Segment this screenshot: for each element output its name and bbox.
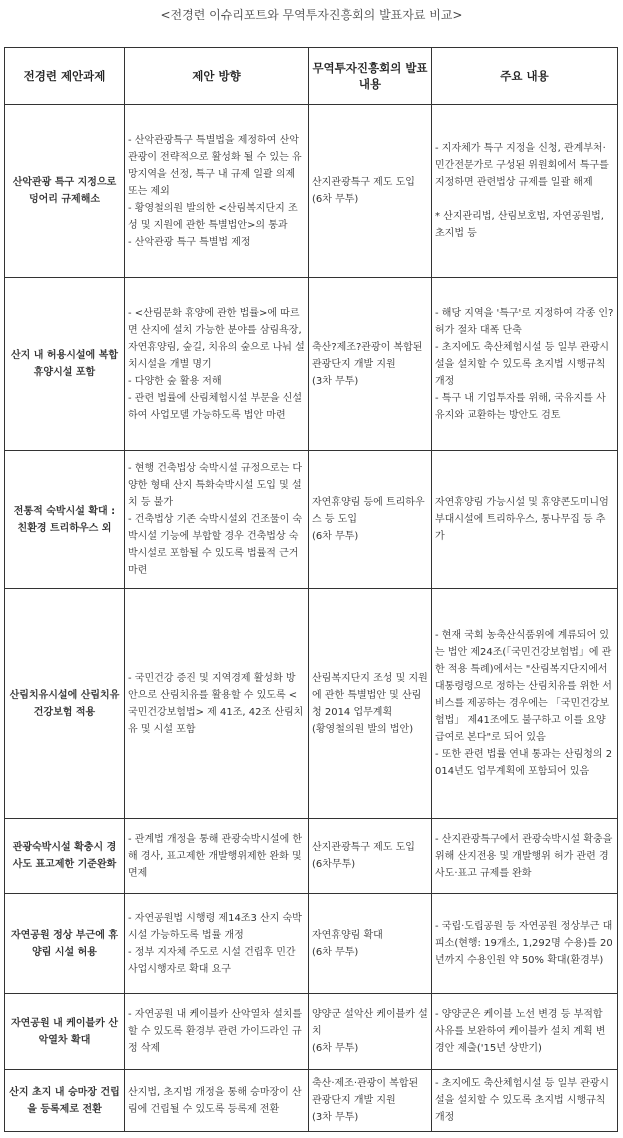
content-line: - 또한 관련 법률 연내 통과는 산림청의 2014년도 업무계획에 포함되어 있음 <box>435 749 613 777</box>
table-header-row <box>5 48 618 105</box>
announcement-session: (6차 무투) <box>312 946 359 958</box>
table-row <box>5 994 618 1070</box>
direction-line: - 자연공원 내 케이블카 산악열차 설치를 할 수 있도록 환경부 관련 가이드라인 규정 삭제 <box>128 1009 303 1054</box>
direction-line: - 산악관광 특구 특별법 제정 <box>128 236 251 248</box>
proposal-task-cell: 관광숙박시설 확충시 경사도 표고제한 기준완화 <box>5 819 125 894</box>
content-line: 자연휴양림 가능시설 및 휴양콘도미니엄 부대시설에 트리하우스, 통나무집 등 추가 <box>435 497 609 542</box>
header-announcement: 무역투자진흥회의 발표내용 <box>309 48 432 105</box>
announcement-line: 산지관광특구 제도 도입 <box>312 177 415 188</box>
table-row <box>5 278 618 451</box>
table-row <box>5 1070 618 1132</box>
proposal-direction-cell <box>125 994 309 1070</box>
direction-line: - 산악관광특구 특별법을 제정하여 산악관광이 전략적으로 활성화 될 수 있는 유망지역을 선정, 특구 내 규제 일괄 의제 또는 제외 <box>128 134 302 197</box>
announcement-cell <box>309 105 432 278</box>
table-row <box>5 819 618 894</box>
content-line: - 초지에도 축산체험시설 등 일부 관광시설을 설치할 수 있도록 초지법 시행규칙 개정 <box>435 1078 610 1123</box>
announcement-cell <box>309 278 432 451</box>
announcement-line: 축산?제조?관광이 복합된 관광단지 개발 지원 <box>312 341 423 370</box>
direction-line: - 관련 법률에 산림체험시설 부문을 신설하여 사업모델 가능하도록 법안 마련 <box>128 392 303 421</box>
announcement-line: 자연휴양림 확대 <box>312 929 383 941</box>
content-line: - 국립·도립공원 등 자연공원 정상부근 대피소(현행: 19개소, 1,292명 수용)를 20년까지 수용인원 약 50% 확대(환경부) <box>435 921 613 966</box>
header-main-content: 주요 내용 <box>432 48 618 105</box>
direction-line: - 현행 건축법상 숙박시설 규정으로는 다양한 형태 산지 특화숙박시설 도입 및 설치 등 불가 <box>128 463 303 508</box>
proposal-direction-cell <box>125 589 309 819</box>
proposal-direction-cell <box>125 451 309 589</box>
announcement-line: 축산·제조·관광이 복합된 관광단지 개발 지원 <box>312 1078 419 1106</box>
content-spacer <box>435 191 614 208</box>
main-content-cell <box>432 589 618 819</box>
announcement-cell <box>309 589 432 819</box>
announcement-cell <box>309 1070 432 1132</box>
main-content-cell <box>432 819 618 894</box>
direction-line: - 다양한 숲 활용 저해 <box>128 375 222 387</box>
main-content-cell <box>432 105 618 278</box>
announcement-session: (3차 무투) <box>312 1112 359 1123</box>
proposal-task-cell: 자연공원 내 케이블카 산악열차 확대 <box>5 994 125 1070</box>
proposal-task-cell: 산지 초지 내 승마장 건립을 등록제로 전환 <box>5 1070 125 1132</box>
content-line: - 산지관광특구에서 관광숙박시설 확충을 위해 산지전용 및 개발행위 허가 관련 경사도·표고 규제를 완화 <box>435 833 613 879</box>
direction-line: - 황영철의원 발의한 <산림복지단지 조성 및 지원에 관한 특별법안>의 통과 <box>128 202 298 231</box>
proposal-direction-cell <box>125 105 309 278</box>
announcement-cell <box>309 451 432 589</box>
header-proposal-direction: 제안 방향 <box>125 48 309 105</box>
direction-line: - 자연공원법 시행령 제14조3 산지 숙박시설 가능하도록 법률 개정 <box>128 912 302 941</box>
content-line: - 특구 내 기업투자를 위해, 국유지를 사유지와 교환하는 방안도 검토 <box>435 392 606 421</box>
main-content-cell <box>432 278 618 451</box>
main-content-cell <box>432 894 618 994</box>
content-line: * 산지관리법, 산림보호법, 자연공원법, 초지법 등 <box>435 211 604 239</box>
proposal-task-cell: 산림치유시설에 산림치유 건강보험 적용 <box>5 589 125 819</box>
direction-line: 산지법, 초지법 개정을 통해 승마장이 산림에 건립될 수 있도록 등록제 전환 <box>128 1086 302 1115</box>
announcement-session: (3차 무투) <box>312 375 359 387</box>
main-content-cell <box>432 994 618 1070</box>
direction-line: - 관계법 개정을 통해 관광숙박시설에 한해 경사, 표고제한 개발행위제한 완화 및 면제 <box>128 833 303 879</box>
announcement-session: (6차무투) <box>312 859 356 870</box>
proposal-task-cell: 산지 내 허용시설에 복합휴양시설 포함 <box>5 278 125 451</box>
announcement-session: (황영철의원 발의 법안) <box>312 723 414 735</box>
main-content-cell <box>432 451 618 589</box>
announcement-session: (6차 무투) <box>312 531 359 542</box>
announcement-cell <box>309 894 432 994</box>
content-line: - 양양군은 케이블 노선 변경 등 부적합 사유를 보완하여 케이블카 설치 계획 변경안 제출('15년 상반기) <box>435 1009 606 1054</box>
direction-line: - 국민건강 증진 및 지역경제 활성화 방안으로 산림치유를 활용할 수 있도록 <국민건강보험법> 제 41조, 42조 산림치유 및 시설 포함 <box>128 672 304 735</box>
table-row <box>5 105 618 278</box>
main-content-cell <box>432 1070 618 1132</box>
announcement-cell <box>309 819 432 894</box>
proposal-direction-cell <box>125 819 309 894</box>
announcement-session: (6차 무투) <box>312 194 359 205</box>
announcement-line: 산림복지단지 조성 및 지원에 관한 특별법안 및 산림청 2014 업무계획 <box>312 672 428 718</box>
table-row <box>5 451 618 589</box>
proposal-direction-cell <box>125 1070 309 1132</box>
proposal-direction-cell <box>125 278 309 451</box>
direction-line: - 건축법상 기존 숙박시설외 건조물이 숙박시설 기능에 부합할 경우 건축법상 숙박시설로 포함될 수 있도록 법률적 근거 마련 <box>128 514 303 576</box>
proposal-task-cell: 자연공원 정상 부근에 휴양림 시설 허용 <box>5 894 125 994</box>
content-line: - 해당 지역을 '특구'로 지정하여 각종 인?허가 절차 대폭 단축 <box>435 307 614 336</box>
comparison-table <box>4 47 618 1132</box>
announcement-line: 산지관광특구 제도 도입 <box>312 842 415 853</box>
direction-line: - <산림문화 휴양에 관한 법률>에 따르면 산지에 설치 가능한 분야를 삼림욕장, 자연휴양림, 숲길, 치유의 숲으로 나눠 설치시설을 개별 명기 <box>128 307 305 370</box>
announcement-cell <box>309 994 432 1070</box>
content-line: - 지자체가 특구 지정을 신청, 관계부처· 민간전문가로 구성된 위원회에서 특구를 지정하면 관련법상 규제를 일괄 해제 <box>435 143 609 188</box>
announcement-line: 양양군 설악산 케이블카 설치 <box>312 1009 428 1037</box>
proposal-direction-cell <box>125 894 309 994</box>
direction-line: - 정부 지자체 주도로 시설 건립후 민간사업시행자로 확대 요구 <box>128 946 296 975</box>
table-row <box>5 589 618 819</box>
content-line: - 초지에도 축산체험시설 등 일부 관광시설을 설치할 수 있도록 초지법 시행규칙 개정 <box>435 341 610 387</box>
report-caption: <전경련 이슈리포트와 무역투자진흥회의 발표자료 비교> <box>160 8 463 22</box>
proposal-task-cell: 전통적 숙박시설 확대 : 친환경 트리하우스 외 <box>5 451 125 589</box>
content-line: - 현재 국회 농축산식품위에 계류되어 있는 법안 제24조(「국민건강보험법」에 관한 적용 특례)에서는 "산림복지단지에서 대통령령으로 정하는 산림치유를 위한 서비스를 제공하는 경우에는 「국민건강보험법」 제41조에도 불구하고 이를 요양급여로 본다"로 되어 있음 <box>435 630 612 743</box>
table-row <box>5 894 618 994</box>
announcement-line: 자연휴양림 등에 트리하우스 등 도입 <box>312 497 425 525</box>
announcement-session: (6차 무투) <box>312 1043 359 1054</box>
header-proposal-task: 전경련 제안과제 <box>5 48 125 105</box>
proposal-task-cell: 산악관광 특구 지정으로 덩어리 규제해소 <box>5 105 125 278</box>
